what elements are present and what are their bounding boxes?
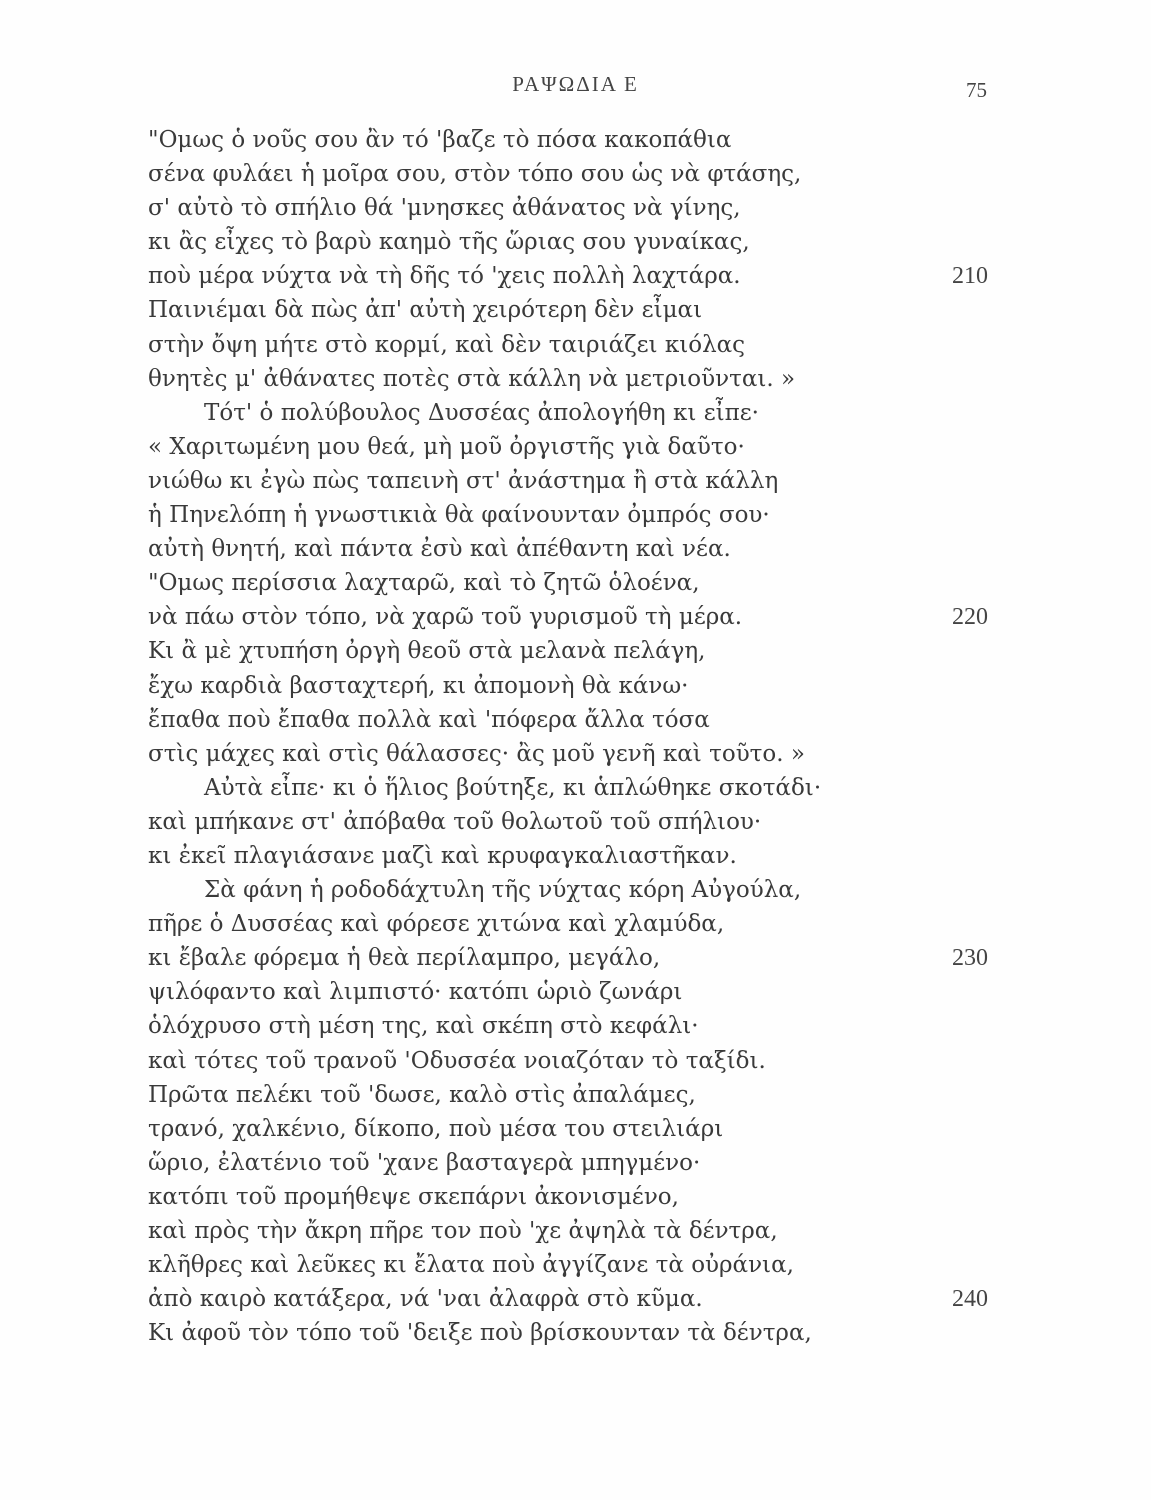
verse-text: στὴν ὄψη μήτε στὸ κορμί, καὶ δὲν ταιριάζει κιόλας [148, 331, 746, 358]
verse-text: ἀπὸ καιρὸ κατάξερα, νά 'ναι ἀλαφρὰ στὸ κῦμα. [148, 1286, 703, 1313]
verse-text: Πρῶτα πελέκι τοῦ 'δωσε, καλὸ στὶς ἀπαλάμες, [148, 1081, 696, 1108]
verse-line [148, 1180, 988, 1214]
line-number: 240 [952, 1286, 988, 1313]
verse-text: Παινιέμαι δὰ πὼς ἀπ' αὐτὴ χειρότερη δὲν εἶμαι [148, 297, 703, 324]
verse-line [148, 805, 988, 839]
line-number: 210 [952, 263, 988, 290]
verse-text: "Ομως περίσσια λαχταρῶ, καὶ τὸ ζητῶ ὁλοένα, [148, 570, 700, 597]
verse-text: Αὐτὰ εἶπε· κι ὁ ἥλιος βούτηξε, κι ἁπλώθηκε σκοτάδι· [204, 774, 822, 801]
verse-text: σένα φυλάει ἡ μοῖρα σου, στὸν τόπο σου ὡς νὰ φτάσης, [148, 161, 802, 188]
verse-text: "Ομως ὁ νοῦς σου ἂν τό 'βαζε τὸ πόσα κακοπάθια [148, 127, 732, 153]
verse-block [148, 123, 988, 1350]
verse-text: ὁλόχρυσο στὴ μέση της, καὶ σκέπη στὸ κεφάλι· [148, 1013, 699, 1040]
verse-line [148, 157, 988, 191]
verse-line [148, 1214, 988, 1248]
verse-line [148, 362, 988, 396]
verse-line [148, 1316, 988, 1350]
verse-line [148, 498, 988, 532]
verse-text: κι ἔβαλε φόρεμα ἡ θεὰ περίλαμπρο, μεγάλο, [148, 945, 661, 972]
verse-line [148, 328, 988, 362]
page-number: 75 [966, 78, 987, 102]
verse-line [148, 703, 988, 737]
verse-line [148, 1112, 988, 1146]
verse-line [148, 1248, 988, 1282]
line-number: 220 [952, 604, 988, 631]
verse-text: Κι ἂ μὲ χτυπήση ὀργὴ θεοῦ στὰ μελανὰ πελάγη, [148, 638, 706, 665]
verse-text: ψιλόφαντο καὶ λιμπιστό· κατόπι ὡριὸ ζωνάρι [148, 979, 683, 1006]
verse-text: κι ἂς εἶχες τὸ βαρὺ καημὸ τῆς ὥριας σου γυναίκας, [148, 229, 750, 256]
verse-text: σ' αὐτὸ τὸ σπήλιο θά 'μνησκες ἀθάνατος νὰ γίνης, [148, 195, 741, 222]
running-head: ΡΑΨΩΔΙΑ Ε [512, 72, 639, 96]
verse-line [148, 464, 988, 498]
verse-text: κλῆθρες καὶ λεῦκες κι ἔλατα ποὺ ἀγγίζανε τὰ οὐράνια, [148, 1252, 794, 1279]
verse-line [148, 396, 988, 430]
verse-line [148, 191, 988, 225]
verse-line [148, 293, 988, 327]
verse-text: καὶ μπήκανε στ' ἀπόβαθα τοῦ θολωτοῦ τοῦ σπήλιου· [148, 808, 762, 835]
verse-line [148, 1078, 988, 1112]
verse-line [148, 1146, 988, 1180]
verse-line [148, 975, 988, 1009]
verse-line [148, 634, 988, 668]
verse-text: κατόπι τοῦ προμήθεψε σκεπάρνι ἀκονισμένο, [148, 1183, 679, 1210]
verse-line [148, 1282, 988, 1316]
verse-line [148, 259, 988, 293]
verse-text: ὥριο, ἐλατένιο τοῦ 'χανε βασταγερὰ μπηγμένο· [148, 1149, 701, 1176]
verse-text: ἔπαθα ποὺ ἔπαθα πολλὰ καὶ 'πόφερα ἄλλα τόσα [148, 706, 710, 733]
line-number: 230 [952, 945, 988, 972]
verse-text: Κι ἀφοῦ τὸν τόπο τοῦ 'δειξε ποὺ βρίσκουνταν τὰ δέντρα, [148, 1320, 812, 1347]
verse-text: ἡ Πηνελόπη ἡ γνωστικιὰ θὰ φαίνουνταν ὀμπρός σου· [148, 502, 770, 529]
verse-line [148, 771, 988, 805]
verse-line [148, 430, 988, 464]
verse-line [148, 1009, 988, 1043]
verse-text: καὶ τότες τοῦ τρανοῦ 'Οδυσσέα νοιαζόταν τὸ ταξίδι. [148, 1047, 766, 1074]
verse-text: Σὰ φάνη ἡ ροδοδάχτυλη τῆς νύχτας κόρη Αὐγούλα, [204, 877, 802, 904]
verse-text: τρανό, χαλκένιο, δίκοπο, ποὺ μέσα του στειλιάρι [148, 1115, 724, 1142]
verse-text: θνητὲς μ' ἀθάνατες ποτὲς στὰ κάλλη νὰ μετριοῦνται. » [148, 365, 796, 392]
verse-text: ποὺ μέρα νύχτα νὰ τὴ δῆς τό 'χεις πολλὴ λαχτάρα. [148, 263, 741, 290]
verse-text: κι ἐκεῖ πλαγιάσανε μαζὶ καὶ κρυφαγκαλιαστῆκαν. [148, 842, 737, 869]
verse-text: « Χαριτωμένη μου θεά, μὴ μοῦ ὀργιστῆς γιὰ δαῦτο· [148, 433, 745, 460]
verse-text: Τότ' ὁ πολύβουλος Δυσσέας ἀπολογήθη κι εἶπε· [204, 399, 759, 426]
verse-line [148, 669, 988, 703]
verse-line [148, 839, 988, 873]
verse-line [148, 600, 988, 634]
verse-text: ἔχω καρδιὰ βασταχτερή, κι ἀπομονὴ θὰ κάνω· [148, 672, 689, 699]
verse-text: νὰ πάω στὸν τόπο, νὰ χαρῶ τοῦ γυρισμοῦ τὴ μέρα. [148, 604, 743, 631]
verse-text: πῆρε ὁ Δυσσέας καὶ φόρεσε χιτώνα καὶ χλαμύδα, [148, 911, 725, 938]
verse-line [148, 737, 988, 771]
verse-line [148, 941, 988, 975]
verse-text: αὐτὴ θνητή, καὶ πάντα ἐσὺ καὶ ἀπέθαντη καὶ νέα. [148, 536, 731, 563]
verse-line [148, 123, 988, 157]
verse-line [148, 566, 988, 600]
verse-line [148, 532, 988, 566]
verse-text: καὶ πρὸς τὴν ἄκρη πῆρε τον ποὺ 'χε ἀψηλὰ τὰ δέντρα, [148, 1218, 778, 1244]
verse-line [148, 873, 988, 907]
verse-line [148, 225, 988, 259]
verse-line [148, 1044, 988, 1078]
verse-line [148, 907, 988, 941]
verse-text: νιώθω κι ἐγὼ πὼς ταπεινὴ στ' ἀνάστημα ἢ στὰ κάλλη [148, 467, 779, 494]
verse-text: στὶς μάχες καὶ στὶς θάλασσες· ἂς μοῦ γενῆ καὶ τοῦτο. » [148, 740, 805, 767]
